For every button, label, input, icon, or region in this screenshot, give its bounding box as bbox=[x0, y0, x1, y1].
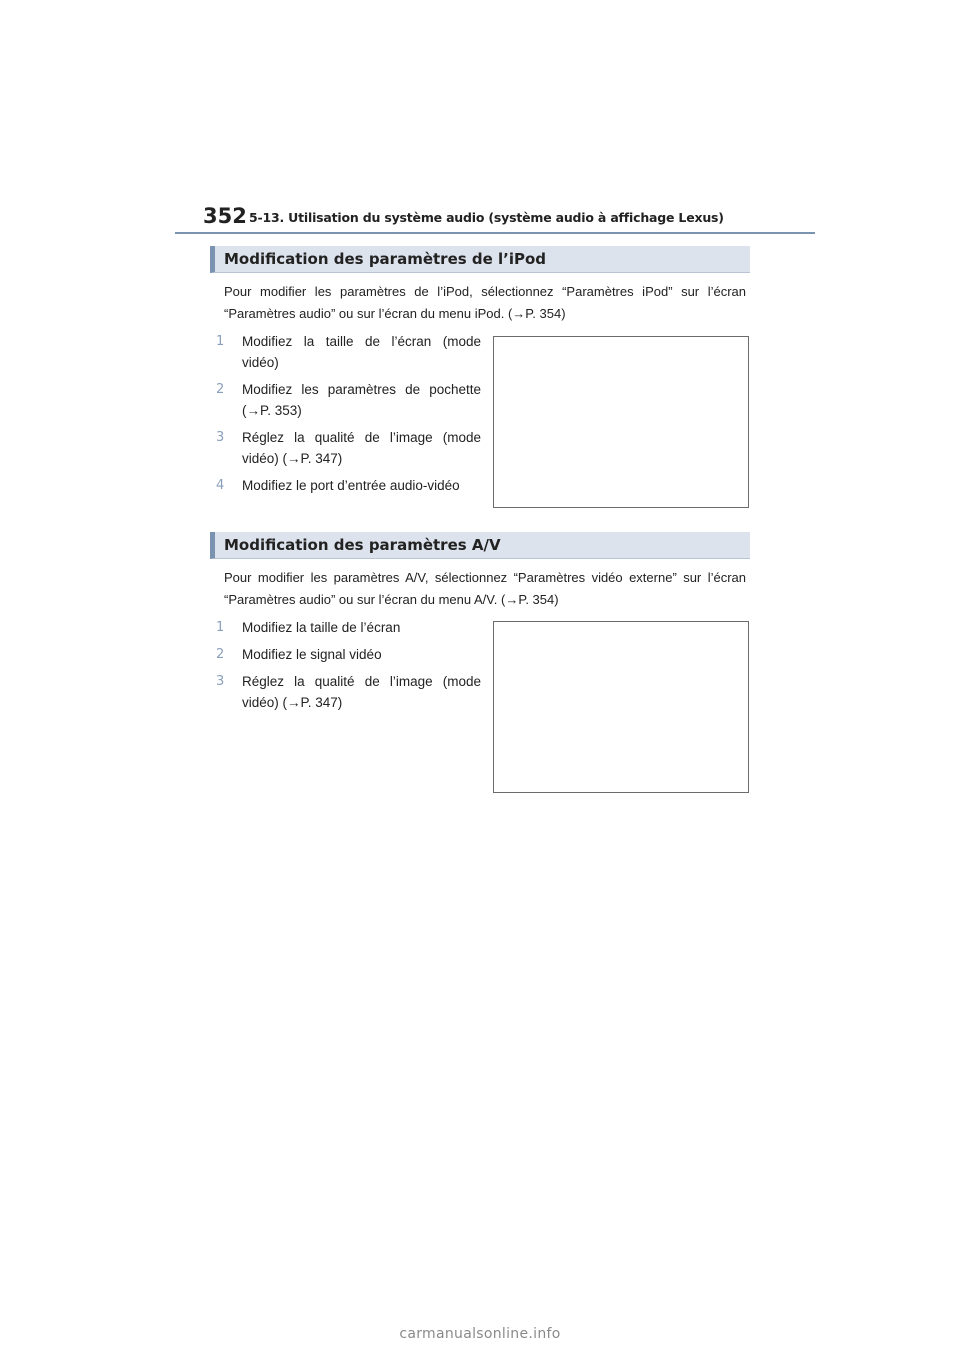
list-item bbox=[216, 427, 481, 469]
item-list-ipod bbox=[216, 331, 481, 502]
item-text: Modifiez le signal vidéo bbox=[242, 647, 382, 662]
item-list-av bbox=[216, 617, 481, 719]
list-item bbox=[216, 617, 481, 638]
section-title: Modification des paramètres A/V bbox=[224, 536, 501, 554]
item-number: 4 bbox=[216, 478, 225, 493]
item-number: 3 bbox=[216, 674, 225, 689]
item-text: Réglez la qualité de l’image (mode vidéo) (→P. 347) bbox=[242, 430, 481, 466]
list-item bbox=[216, 671, 481, 713]
item-number: 2 bbox=[216, 382, 225, 397]
item-text: Modifiez les paramètres de pochette (→P. 353) bbox=[242, 382, 481, 418]
item-text: Modifiez le port d’entrée audio-vidéo bbox=[242, 478, 460, 493]
list-item bbox=[216, 379, 481, 421]
page-header bbox=[175, 204, 815, 234]
watermark: carmanualsonline.info bbox=[399, 1326, 561, 1342]
item-number: 1 bbox=[216, 620, 225, 635]
screen-image-placeholder-ipod bbox=[493, 336, 749, 508]
item-number: 1 bbox=[216, 334, 225, 349]
section-heading-av bbox=[210, 532, 750, 559]
section-intro-ipod: Pour modifier les paramètres de l’iPod, sélectionnez “Paramètres iPod” sur l’écran “Paramètres audio” ou sur l’écran du menu iPod. (→P. 354) bbox=[224, 284, 746, 321]
screen-image-placeholder-av bbox=[493, 621, 749, 793]
item-number: 2 bbox=[216, 647, 225, 662]
page-number: 352 bbox=[203, 204, 247, 228]
item-text: Modifiez la taille de l’écran bbox=[242, 620, 401, 635]
list-item bbox=[216, 331, 481, 373]
chapter-title: 5-13. Utilisation du système audio (système audio à affichage Lexus) bbox=[249, 210, 724, 225]
header-rule bbox=[175, 232, 815, 234]
section-intro-av: Pour modifier les paramètres A/V, sélectionnez “Paramètres vidéo externe” sur l’écran “Paramètres audio” ou sur l’écran du menu A/V. (→P. 354) bbox=[224, 570, 746, 607]
item-text: Réglez la qualité de l’image (mode vidéo) (→P. 347) bbox=[242, 674, 481, 710]
section-title: Modification des paramètres de l’iPod bbox=[224, 250, 547, 268]
item-number: 3 bbox=[216, 430, 225, 445]
list-item bbox=[216, 644, 481, 665]
list-item bbox=[216, 475, 481, 496]
section-heading-ipod bbox=[210, 246, 750, 273]
item-text: Modifiez la taille de l’écran (mode vidéo) bbox=[242, 334, 481, 370]
